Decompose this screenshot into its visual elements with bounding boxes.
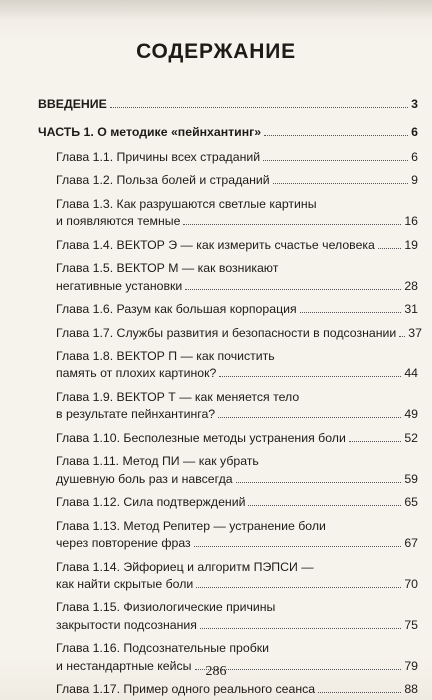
toc-entry-title: память от плохих картинок? <box>56 366 217 381</box>
toc-entry-title: Глава 1.4. ВЕКТОР Э — как измерить счастье человека <box>56 237 375 252</box>
dot-leader <box>248 505 401 506</box>
toc-chapter-entry[interactable] <box>56 301 418 318</box>
toc-entry-title: Глава 1.7. Службы развития и безопасности в подсознании <box>56 325 397 340</box>
toc-chapter-entry[interactable] <box>56 389 418 424</box>
dot-leader <box>264 135 408 136</box>
toc-part-entry[interactable] <box>38 124 418 141</box>
dot-leader <box>196 587 401 588</box>
toc-entry-title: и появляются темные <box>56 214 181 229</box>
toc-chapter-entry[interactable] <box>56 494 418 511</box>
toc-entry-title-line1: Глава 1.16. Подсознательные пробки <box>56 641 269 656</box>
toc-entry-title: ЧАСТЬ 1. О методике «пейнхантинг» <box>38 125 262 140</box>
toc-chapter-entry[interactable] <box>56 237 418 254</box>
toc-entry-page: 59 <box>404 471 418 486</box>
toc-entry-page: 31 <box>404 302 418 317</box>
toc-entry-title: душевную боль раз и навсегда <box>56 471 233 486</box>
toc-entry-title-line1: Глава 1.8. ВЕКТОР П — как почистить <box>56 348 275 363</box>
dot-leader <box>236 482 402 483</box>
toc-entry-page: 52 <box>404 430 418 445</box>
toc-entry-title: Глава 1.12. Сила подтверждений <box>56 495 246 510</box>
toc-entry-page: 19 <box>404 237 418 252</box>
dot-leader <box>318 692 401 693</box>
toc-entry-page: 79 <box>404 658 418 673</box>
toc-chapter-entry[interactable] <box>56 348 418 383</box>
toc-chapter-entry[interactable] <box>56 599 418 634</box>
toc-entry-title: и нестандартные кейсы <box>56 658 192 673</box>
toc-entry-title: как найти скрытые боли <box>56 576 194 591</box>
toc-entry-page: 88 <box>404 682 418 697</box>
toc-entry-title: через повторение фраз <box>56 536 191 551</box>
toc-entry-title-line1: Глава 1.13. Метод Репитер — устранение боли <box>56 518 326 533</box>
dot-leader <box>349 441 401 442</box>
toc-entry-page: 49 <box>404 407 418 422</box>
toc-entry-title-line1: Глава 1.3. Как разрушаются светлые картины <box>56 196 317 211</box>
toc-entry-title: Глава 1.10. Бесполезные методы устранения боли <box>56 430 346 445</box>
toc-chapter-entry[interactable] <box>56 453 418 488</box>
dot-leader <box>218 417 401 418</box>
toc-entry-page: 75 <box>404 617 418 632</box>
toc-chapter-entry[interactable] <box>56 260 418 295</box>
toc-entry-title: негативные установки <box>56 278 183 293</box>
dot-leader <box>273 183 409 184</box>
dot-leader <box>200 628 401 629</box>
toc-part-entry[interactable] <box>38 96 418 113</box>
toc-entry-title-line1: Глава 1.11. Метод ПИ — как убрать <box>56 454 259 469</box>
dot-leader <box>194 546 402 547</box>
dot-leader <box>110 107 408 108</box>
page-title: СОДЕРЖАНИЕ <box>136 40 296 63</box>
dot-leader <box>399 336 405 337</box>
toc-entry-title: Глава 1.6. Разум как большая корпорация <box>56 302 297 317</box>
toc-entry-title: в результате пейнхантинга? <box>56 407 216 422</box>
toc-entry-page: 37 <box>408 325 422 340</box>
toc-entry-page: 3 <box>411 97 418 111</box>
toc-chapter-entry[interactable] <box>56 681 418 698</box>
toc-entry-title: Глава 1.1. Причины всех страданий <box>56 149 261 164</box>
toc-chapter-entry[interactable] <box>56 559 418 594</box>
toc-entry-page: 44 <box>404 366 418 381</box>
dot-leader <box>183 224 401 225</box>
toc-entry-page: 70 <box>404 576 418 591</box>
toc-entry-title: Глава 1.2. Польза болей и страданий <box>56 173 270 188</box>
toc-entry-page: 28 <box>404 278 418 293</box>
dot-leader <box>185 289 401 290</box>
toc-chapter-entry[interactable] <box>56 325 422 342</box>
toc-entry-page: 6 <box>411 125 418 140</box>
toc-entry-title-line1: Глава 1.5. ВЕКТОР М — как возникают <box>56 261 279 276</box>
toc-entry-title-line1: Глава 1.9. ВЕКТОР Т — как меняется тело <box>56 389 300 404</box>
dot-leader <box>263 160 408 161</box>
page-number: 286 <box>205 664 227 679</box>
toc-entry-title: закрытости подсознания <box>56 617 197 632</box>
toc-entry-title: ВВЕДЕНИЕ <box>38 97 107 111</box>
toc-entry-page: 65 <box>404 495 418 510</box>
toc-chapter-entry[interactable] <box>56 430 418 447</box>
dot-leader <box>378 248 401 249</box>
dot-leader <box>219 376 401 377</box>
toc-chapter-entry[interactable] <box>56 518 418 553</box>
toc-entry-title-line1: Глава 1.15. Физиологические причины <box>56 600 276 615</box>
toc-chapter-entry[interactable] <box>56 172 418 189</box>
toc-entry-title: Глава 1.17. Пример одного реального сеанса <box>56 682 316 697</box>
toc-entry-title-line1: Глава 1.14. Эйфориец и алгоритм ПЭПСИ — <box>56 559 314 574</box>
toc-entry-page: 16 <box>404 214 418 229</box>
toc-chapter-entry[interactable] <box>56 149 418 166</box>
toc-entry-page: 9 <box>411 173 418 188</box>
toc-entry-page: 67 <box>404 536 418 551</box>
toc-chapter-entry[interactable] <box>56 196 418 231</box>
dot-leader <box>300 312 402 313</box>
top-edge-bleed <box>0 0 432 20</box>
toc-entry-page: 6 <box>411 149 418 164</box>
table-of-contents <box>38 96 422 699</box>
